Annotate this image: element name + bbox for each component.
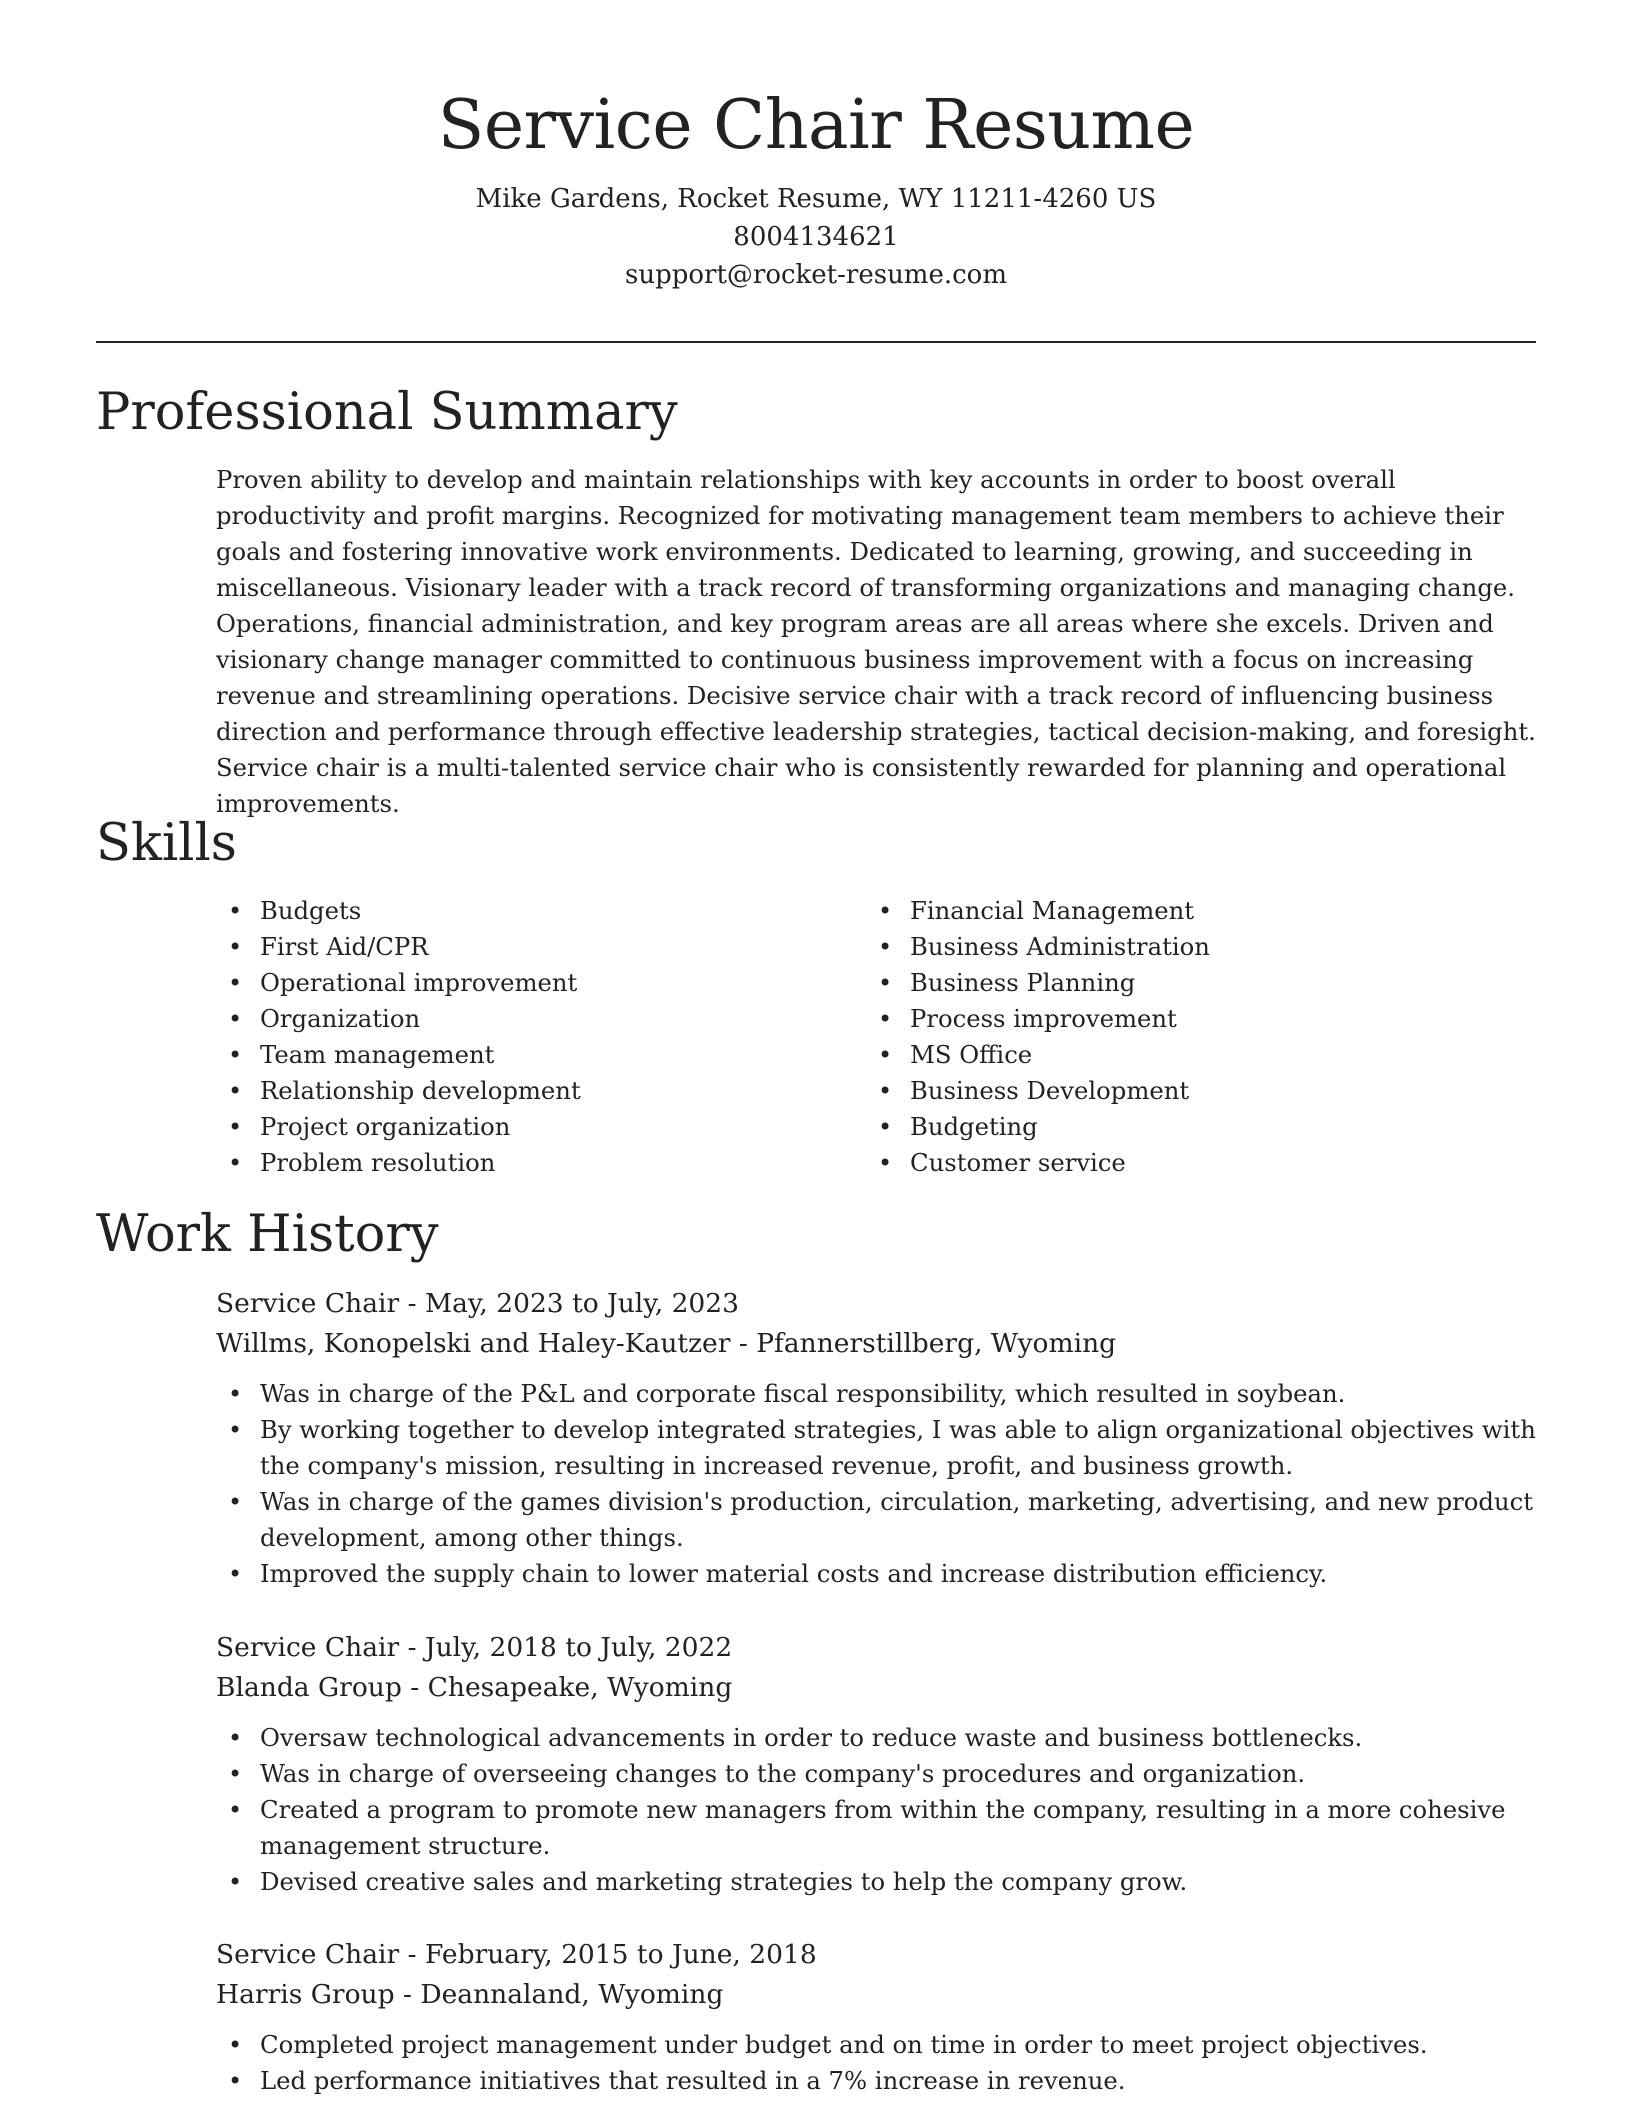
contact-phone: 8004134621 xyxy=(733,222,899,252)
resume-title: Service Chair Resume xyxy=(437,86,1195,165)
job-company-line xyxy=(216,1668,1538,1708)
skill-item: • Process improvement xyxy=(866,1001,1526,1037)
header-divider xyxy=(96,341,1536,343)
skill-item: • Business Development xyxy=(866,1073,1526,1109)
job-duty: • By working together to develop integrated strategies, I was able to align organizational objectives with the company's mission, resulting in increased revenue, profit, and business growth. xyxy=(216,1412,1538,1484)
job-location: - Deannaland, Wyoming xyxy=(394,1979,724,2010)
job-entry xyxy=(216,1935,1538,2099)
summary-text: Proven ability to develop and maintain relationships with key accounts in order to boost overall productivity and profit margins. Recognized for motivating management team members to achieve their goals and fostering innovative work environments. Dedicated to learning, growing, and succeeding in miscellaneous. Visionary leader with a track record of transforming organizations and managing change. Operations, financial administration, and key program areas are all areas where she excels. Driven and visionary change manager committed to continuous business improvement with a focus on increasing revenue and streamlining operations. Decisive service chair with a track record of influencing business direction and performance through effective leadership strategies, tactical decision-making, and foresight. Service chair is a multi-talented service chair who is consistently rewarded for planning and operational improvements. xyxy=(216,465,1536,818)
skill-item: • Operational improvement xyxy=(216,965,816,1001)
skills-list-right xyxy=(866,893,1526,1181)
skill-item: • Relationship development xyxy=(216,1073,816,1109)
job-entry xyxy=(216,1628,1538,1900)
skill-item: • Budgets xyxy=(216,893,816,929)
job-duty: • Created a program to promote new managers from within the company, resulting in a more cohesive management structure. xyxy=(216,1792,1538,1864)
skill-item: • Customer service xyxy=(866,1145,1526,1181)
job-title-line xyxy=(216,1935,1538,1975)
job-duties xyxy=(216,2027,1538,2099)
skill-item: • Problem resolution xyxy=(216,1145,816,1181)
skill-item: • Project organization xyxy=(216,1109,816,1145)
skill-item: • Organization xyxy=(216,1001,816,1037)
job-location: - Chesapeake, Wyoming xyxy=(401,1672,733,1703)
skills-heading: Skills xyxy=(96,814,237,873)
job-title-line xyxy=(216,1284,1538,1324)
skill-item: • Team management xyxy=(216,1037,816,1073)
job-company: Willms, Konopelski and Haley-Kautzer xyxy=(216,1328,731,1359)
job-company-line xyxy=(216,1324,1538,1364)
skill-item: • Budgeting xyxy=(866,1109,1526,1145)
contact-block xyxy=(96,180,1536,294)
job-title: Service Chair xyxy=(216,1939,400,1970)
job-duty: • Was in charge of the games division's production, circulation, marketing, advertising, and new product development, among other things. xyxy=(216,1484,1538,1556)
work-history-heading: Work History xyxy=(96,1205,439,1264)
job-title: Service Chair xyxy=(216,1632,400,1663)
skill-item: • MS Office xyxy=(866,1037,1526,1073)
job-duty: • Completed project management under budget and on time in order to meet project objectives. xyxy=(216,2027,1538,2063)
job-duty: • Devised creative sales and marketing strategies to help the company grow. xyxy=(216,1864,1538,1900)
resume-header xyxy=(96,82,1536,294)
job-company: Blanda Group xyxy=(216,1672,402,1703)
job-dates: - February, 2015 to June, 2018 xyxy=(399,1939,817,1970)
skill-item: • Business Administration xyxy=(866,929,1526,965)
job-dates: - July, 2018 to July, 2022 xyxy=(399,1632,733,1663)
contact-email: support@rocket-resume.com xyxy=(624,260,1007,290)
job-duty: • Was in charge of overseeing changes to the company's procedures and organization. xyxy=(216,1756,1538,1792)
job-duties xyxy=(216,1376,1538,1592)
job-location: - Pfannerstillberg, Wyoming xyxy=(730,1328,1117,1359)
job-company-line xyxy=(216,1975,1538,2015)
job-title: Service Chair xyxy=(216,1288,400,1319)
job-company: Harris Group xyxy=(216,1979,395,2010)
job-duty: • Improved the supply chain to lower material costs and increase distribution efficiency. xyxy=(216,1556,1538,1592)
job-duties xyxy=(216,1720,1538,1900)
job-title-line xyxy=(216,1628,1538,1668)
skill-item: • Financial Management xyxy=(866,893,1526,929)
job-dates: - May, 2023 to July, 2023 xyxy=(399,1288,740,1319)
summary-heading: Professional Summary xyxy=(96,383,678,442)
job-duty: • Led performance initiatives that resulted in a 7% increase in revenue. xyxy=(216,2063,1538,2099)
skill-item: • Business Planning xyxy=(866,965,1526,1001)
contact-address: Mike Gardens, Rocket Resume, WY 11211-4260 US xyxy=(475,184,1157,214)
skill-item: • First Aid/CPR xyxy=(216,929,816,965)
job-duty: • Oversaw technological advancements in order to reduce waste and business bottlenecks. xyxy=(216,1720,1538,1756)
job-duty: • Was in charge of the P&L and corporate fiscal responsibility, which resulted in soybean. xyxy=(216,1376,1538,1412)
skills-list-left xyxy=(216,893,816,1181)
job-entry xyxy=(216,1284,1538,1592)
